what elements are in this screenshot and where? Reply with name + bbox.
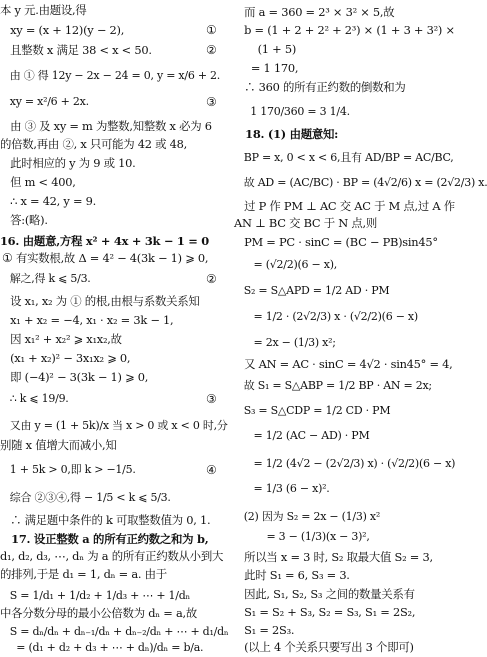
- text-line: 又由 y = (1 + 5k)/x 当 x > 0 或 x < 0 时,分: [0, 419, 228, 432]
- text-line: 别随 x 值增大而减小,知: [0, 438, 117, 452]
- circled-marker: ③: [206, 95, 217, 109]
- text-line: 即 (−4)² − 3(3k − 1) ⩾ 0,: [0, 370, 149, 384]
- text-line: S₃ = S△CDP = 1/2 CD · PM: [234, 404, 391, 417]
- text-line: S₁ = S₂ + S₃, S₂ = S₃, S₁ = 2S₂,: [234, 605, 416, 619]
- text-line: 又 AN = AC · sinC = 4√2 · sin45° = 4,: [234, 357, 453, 371]
- text-line: = 1 170,: [234, 61, 299, 75]
- text-line: AN ⊥ BC 交 BC 于 N 点,则: [234, 216, 377, 230]
- text-line: 此时相应的 y 为 9 或 10.: [0, 156, 136, 170]
- text-line: xy = (x + 12)(y − 2),: [0, 23, 125, 37]
- text-line: 综合 ②③④,得 − 1/5 < k ⩽ 5/3.: [0, 491, 171, 504]
- text-line: xy = x²/6 + 2x.: [0, 95, 89, 108]
- circled-marker: ④: [206, 463, 217, 477]
- text-line: = (√2/2)(6 − x),: [234, 258, 337, 271]
- text-line: = 3 − (1/3)(x − 3)²,: [234, 530, 370, 543]
- text-line: 故 AD = (AC/BC) · BP = (4√2/6) x = (2√2/3) x.: [234, 176, 487, 189]
- text-line: 中各分数分母的最小公倍数为 dₙ = a,故: [0, 606, 198, 620]
- text-line: PM = PC · sinC = (BC − PB)sin45°: [234, 235, 438, 249]
- text-line: BP = x, 0 < x < 6,且有 AD/BP = AC/BC,: [234, 151, 454, 164]
- text-line: ∴ k ⩽ 19/9.: [0, 392, 69, 405]
- question-heading: 17. 设正整数 a 的所有正约数之和为 b,: [0, 532, 209, 546]
- circled-marker: ③: [206, 392, 217, 406]
- text-line: = 1/2 · (2√2/3) x · (√2/2)(6 − x): [234, 310, 418, 323]
- text-line: 而 a = 360 = 2³ × 3² × 5,故: [234, 5, 395, 19]
- text-line: S₁ = 2S₃.: [234, 623, 295, 637]
- text-line: d₁, d₂, d₃, ⋯, dₙ 为 a 的所有正约数从小到大: [0, 549, 224, 563]
- text-line: S₂ = S△APD = 1/2 AD · PM: [234, 284, 390, 297]
- text-line: 解之,得 k ⩽ 5/3.: [0, 272, 91, 285]
- text-line: 此时 S₁ = 6, S₃ = 3.: [234, 568, 350, 582]
- text-line: 本 y 元.由题设,得: [0, 3, 87, 17]
- text-line: 所以当 x = 3 时, S₂ 取最大值 S₂ = 3,: [234, 550, 433, 564]
- text-line: = 2x − (1/3) x²;: [234, 336, 336, 349]
- text-line: 的排列,于是 d₁ = 1, dₙ = a. 由于: [0, 567, 167, 581]
- text-line: 但 m < 400,: [0, 175, 76, 189]
- question-heading: 16. 由题意,方程 x² + 4x + 3k − 1 = 0: [0, 234, 209, 248]
- text-line: 1 170/360 = 3 1/4.: [234, 105, 350, 118]
- text-line: 的倍数,再由 ②, x 只可能为 42 或 48,: [0, 137, 188, 151]
- text-line: x₁ + x₂ = −4, x₁ · x₂ = 3k − 1,: [0, 313, 174, 327]
- question-heading: 18. (1) 由题意知:: [234, 127, 339, 141]
- text-line: = (d₁ + d₂ + d₃ + ⋯ + dₙ)/dₙ = b/a.: [0, 641, 204, 654]
- circled-marker: ②: [206, 272, 217, 286]
- text-line: = 1/2 (AC − AD) · PM: [234, 429, 370, 442]
- text-line: 过 P 作 PM ⊥ AC 交 AC 于 M 点,过 A 作: [234, 199, 455, 213]
- text-line: 答:(略).: [0, 213, 48, 227]
- text-line: 因 x₁² + x₂² ⩾ x₁x₂,故: [0, 332, 122, 346]
- text-line: b = (1 + 2 + 2² + 2³) × (1 + 3 + 3²) ×: [234, 23, 455, 37]
- text-line: (2) 因为 S₂ = 2x − (1/3) x²: [234, 510, 381, 523]
- circled-marker: ①: [2, 251, 13, 265]
- text-line: S = 1/d₁ + 1/d₂ + 1/d₃ + ⋯ + 1/dₙ: [0, 589, 191, 602]
- text-line: (1 + 5): [234, 42, 297, 56]
- text-line: 1 + 5k > 0,即 k > −1/5.: [0, 463, 136, 476]
- text-line: 由 ③ 及 xy = m 为整数,知整数 x 必为 6: [0, 119, 212, 133]
- circled-marker: ①: [206, 23, 217, 37]
- text-line: 有实数根,故 Δ = 4² − 4(3k − 1) ⩾ 0,: [16, 251, 209, 265]
- text-line: 且整数 x 满足 38 < x < 50.: [0, 43, 152, 57]
- text-line: = 1/2 (4√2 − (2√2/3) x) · (√2/2)(6 − x): [234, 457, 456, 470]
- text-line: (x₁ + x₂)² − 3x₁x₂ ⩾ 0,: [0, 351, 131, 365]
- circled-marker: ②: [206, 43, 217, 57]
- text-line: ∴ x = 42, y = 9.: [0, 194, 97, 208]
- text-line: 故 S₁ = S△ABP = 1/2 BP · AN = 2x;: [234, 379, 432, 392]
- text-line: 设 x₁, x₂ 为 ① 的根,由根与系数关系知: [0, 294, 200, 308]
- text-line: = 1/3 (6 − x)².: [234, 482, 330, 495]
- text-line: 由 ① 得 12y − 2x − 24 = 0, y = x/6 + 2.: [0, 69, 221, 82]
- text-line: ∴ 360 的所有正约数的倒数和为: [234, 80, 406, 94]
- text-line: S = dₙ/dₙ + dₙ₋₁/dₙ + dₙ₋₂/dₙ + ⋯ + d₁/dₙ: [0, 625, 229, 638]
- text-line: ∴ 满足题中条件的 k 可取整数值为 0, 1.: [0, 513, 211, 527]
- text-line: (以上 4 个关系只要写出 3 个即可): [234, 640, 414, 654]
- text-line: 因此, S₁, S₂, S₃ 之间的数量关系有: [234, 587, 415, 601]
